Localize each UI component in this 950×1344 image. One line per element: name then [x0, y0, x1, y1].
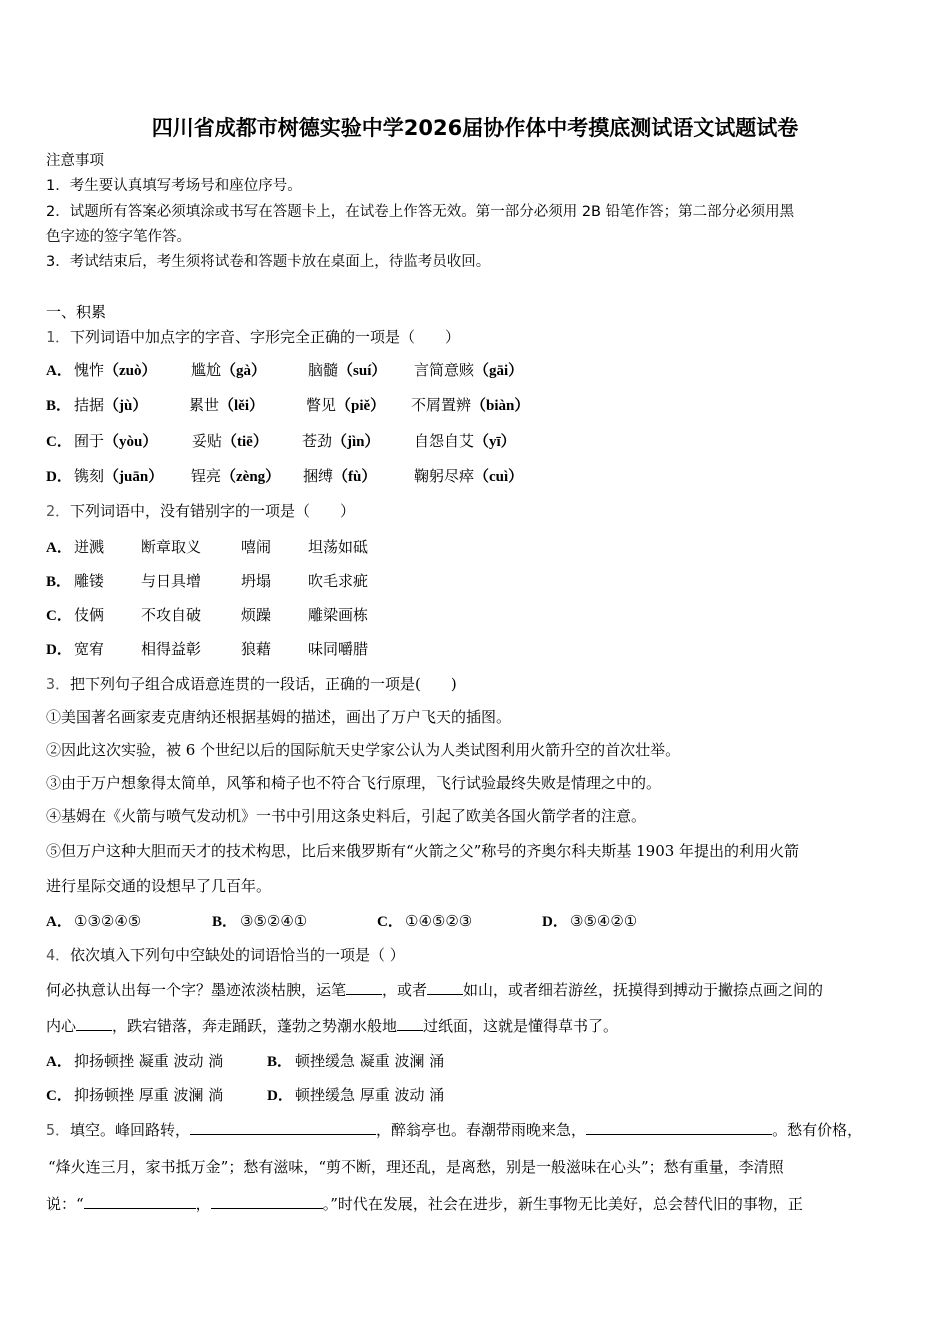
q3-sentence-2: ②因此这次实验，被 6 个世纪以后的国际航天史学家公认为人类试图利用火箭升空的首次壮举。 — [46, 741, 681, 759]
q3-sentence-5: ⑤但万户这种大胆而天才的技术构思，比后来俄罗斯有“火箭之父”称号的齐奥尔科夫斯基 1903 年提出的利用火箭 — [46, 842, 800, 860]
q3-sentence-4: ④基姆在《火箭与喷气发动机》一书中引用这条史料后，引起了欧美各国火箭学者的注意。 — [46, 807, 647, 825]
question-3-stem — [46, 674, 457, 694]
section-heading: 一、积累 — [46, 303, 107, 321]
question-1-stem — [46, 327, 460, 347]
question-text: 下列词语中加点字的字音、字形完全正确的一项是（ ） — [70, 328, 461, 346]
option-word: 吹毛求疵 — [308, 572, 369, 590]
fill-blank[interactable] — [190, 1120, 376, 1135]
q1-option-c[interactable] — [46, 431, 566, 453]
option-letter: B． — [46, 398, 72, 414]
q3-option-d[interactable]: D． ③⑤④②① — [542, 912, 638, 930]
option-word: 坦荡如砥 — [308, 538, 369, 556]
option-word: 狼藉 — [241, 640, 272, 658]
question-2-stem — [46, 501, 355, 521]
option-item: 愧怍（zuò） — [74, 361, 157, 379]
option-word: 烦躁 — [241, 606, 272, 624]
option-item: 拮据（jù） — [74, 396, 148, 414]
option-word: 与日具增 — [141, 572, 202, 590]
option-word: 断章取义 — [141, 538, 202, 556]
question-5-line-1: 5．填空。峰回路转， ，醉翁亭也。春潮带雨晚来急， 。愁有价格， — [46, 1121, 863, 1139]
option-word: 雕镂 — [74, 572, 105, 590]
fill-blank[interactable] — [211, 1194, 323, 1209]
option-letter: A． — [46, 540, 72, 556]
q3-sentence-1: ①美国著名画家麦克唐纳还根据基姆的描述，画出了万户飞天的插图。 — [46, 708, 512, 726]
option-word: 相得益彰 — [141, 640, 202, 658]
q2-option-d[interactable] — [46, 639, 446, 661]
question-5-line-2: “烽火连三月，家书抵万金”；愁有滋味，“剪不断，理还乱，是离愁，别是一般滋味在心头”；愁有重量，李清照 — [48, 1158, 784, 1176]
option-item: 不屑置辨（biàn） — [411, 396, 530, 414]
question-number: 2． — [46, 502, 71, 520]
q4-option-d[interactable]: D． 顿挫缓急 厚重 波动 涌 — [267, 1086, 445, 1104]
q1-option-d[interactable] — [46, 466, 566, 488]
fill-blank[interactable] — [76, 1016, 112, 1031]
q1-option-a[interactable] — [46, 360, 566, 382]
q4-options-row-1 — [46, 1051, 496, 1073]
q4-options-row-2 — [46, 1085, 496, 1107]
fill-blank[interactable] — [586, 1120, 772, 1135]
q3-sentence-3: ③由于万户想象得太简单，风筝和椅子也不符合飞行原理，飞行试验最终失败是情理之中的。 — [46, 774, 662, 792]
q2-option-a[interactable] — [46, 537, 446, 559]
option-item: 锃亮（zèng） — [191, 467, 281, 485]
fill-blank[interactable] — [397, 1016, 423, 1031]
option-item: 尴尬（gà） — [191, 361, 267, 379]
option-item: 苍劲（jìn） — [302, 432, 380, 450]
notice-heading: 注意事项 — [46, 153, 104, 169]
question-number: 4． — [46, 946, 71, 964]
option-word: 伎俩 — [74, 606, 105, 624]
option-item: 瞥见（piě） — [306, 396, 386, 414]
q4-option-b[interactable]: B． 顿挫缓急 凝重 波澜 涌 — [267, 1052, 445, 1070]
option-item: 捆缚（fù） — [303, 467, 377, 485]
q4-passage-line-2: 内心 ，跌宕错落，奔走踊跃，蓬勃之势潮水般地 过纸面，这就是懂得草书了。 — [46, 1017, 619, 1035]
question-5-line-3: 说：“ ， 。”时代在发展，社会在进步，新生事物无比美好，总会替代旧的事物，正 — [46, 1195, 803, 1213]
q1-option-b[interactable] — [46, 395, 566, 417]
option-word: 迸溅 — [74, 538, 105, 556]
option-letter: D． — [46, 469, 72, 485]
option-word: 不攻自破 — [141, 606, 202, 624]
option-word: 味同嚼腊 — [308, 640, 369, 658]
option-letter: C． — [46, 434, 72, 450]
question-number: 5． — [46, 1121, 71, 1139]
q3-sentence-5-cont: 进行星际交通的设想早了几百年。 — [46, 877, 272, 895]
question-text: 把下列句子组合成语意连贯的一段话，正确的一项是( ) — [70, 675, 457, 693]
q3-options — [46, 911, 666, 933]
question-4-stem — [46, 945, 405, 965]
option-item: 囿于（yòu） — [74, 432, 158, 450]
question-text: 下列词语中，没有错别字的一项是（ ） — [70, 502, 356, 520]
q3-option-c[interactable]: C． ①④⑤②③ — [377, 912, 473, 930]
q4-option-a[interactable]: A． 抑扬顿挫 凝重 波动 淌 — [46, 1052, 224, 1070]
option-word: 雕梁画栋 — [308, 606, 369, 624]
fill-blank[interactable] — [84, 1194, 196, 1209]
fill-blank[interactable] — [427, 980, 463, 995]
q4-passage-line-1: 何必执意认出每一个字？墨迹浓淡枯腴，运笔 ，或者 如山，或者细若游丝，抚摸得到搏动于撇捺点画之间的 — [46, 981, 824, 999]
page-title: 四川省成都市树德实验中学2026届协作体中考摸底测试语文试题试卷 — [151, 116, 799, 140]
question-text: 依次填入下列句中空缺处的词语恰当的一项是（ ） — [70, 946, 405, 964]
notice-item-1: 1．考生要认真填写考场号和座位序号。 — [46, 178, 302, 194]
notice-item-3: 3．考试结束后，考生须将试卷和答题卡放在桌面上，待监考员收回。 — [46, 254, 491, 270]
option-word: 嘻闹 — [241, 538, 272, 556]
option-item: 自怨自艾（yī） — [414, 432, 516, 450]
question-number: 3． — [46, 675, 71, 693]
option-item: 言简意赅（gāi） — [414, 361, 524, 379]
option-letter: B． — [46, 574, 72, 590]
option-item: 累世（lěi） — [189, 396, 265, 414]
option-letter: A． — [46, 363, 72, 379]
notice-item-2-cont: 色字迹的签字笔作答。 — [46, 229, 191, 245]
notice-item-2: 2．试题所有答案必须填涂或书写在答题卡上，在试卷上作答无效。第一部分必须用 2B 铅笔作答；第二部分必须用黑 — [46, 204, 795, 220]
q3-option-a[interactable]: A． ①③②④⑤ — [46, 912, 142, 930]
q2-option-c[interactable] — [46, 605, 446, 627]
q3-option-b[interactable]: B． ③⑤②④① — [212, 912, 308, 930]
option-item: 脑髓（suí） — [308, 361, 387, 379]
option-letter: C． — [46, 608, 72, 624]
option-word: 宽宥 — [74, 640, 105, 658]
fill-blank[interactable] — [346, 980, 382, 995]
option-item: 妥贴（tiē） — [192, 432, 268, 450]
q4-option-c[interactable]: C． 抑扬顿挫 厚重 波澜 淌 — [46, 1086, 224, 1104]
question-number: 1． — [46, 328, 71, 346]
q2-option-b[interactable] — [46, 571, 446, 593]
option-item: 鞠躬尽瘁（cuì） — [414, 467, 524, 485]
option-item: 镌刻（juān） — [74, 467, 164, 485]
option-word: 坍塌 — [241, 572, 272, 590]
option-letter: D． — [46, 642, 72, 658]
